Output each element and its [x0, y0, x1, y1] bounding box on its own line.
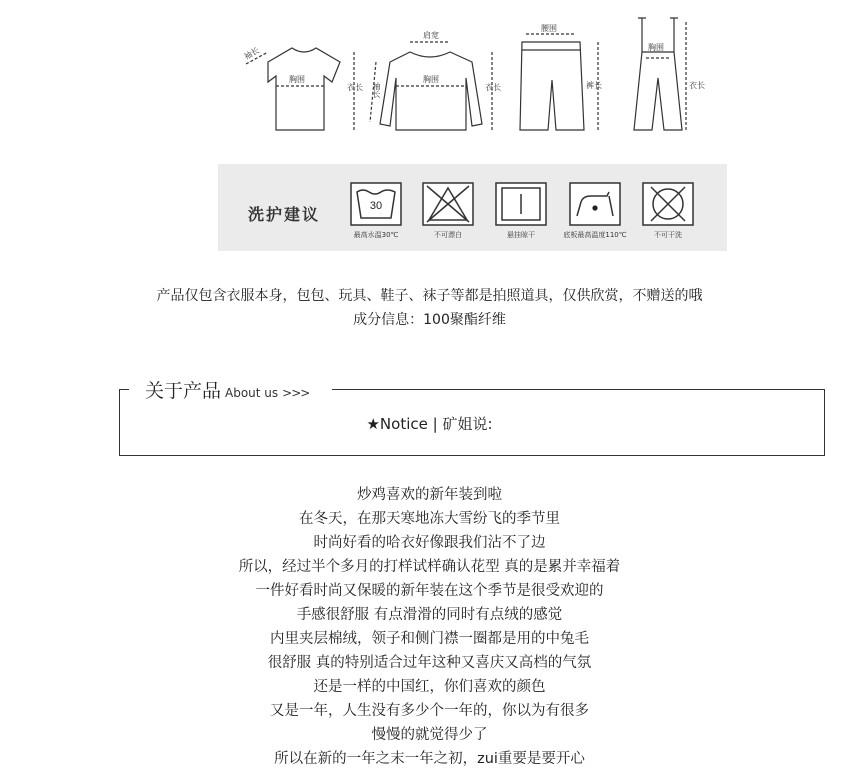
- care-label-dryclean: 不可干洗: [654, 231, 682, 239]
- story-line: 所以，经过半个多月的打样试样确认花型 真的是累并幸福着: [238, 559, 621, 575]
- about-arrows: >>>: [282, 386, 310, 400]
- story-line: 时尚好看的哈衣好像跟我们沾不了边: [313, 535, 546, 551]
- care-label-bleach: 不可漂白: [434, 231, 462, 239]
- care-item-dryclean: [636, 182, 700, 240]
- notice-line: ★Notice | 矿姐说:: [366, 415, 493, 433]
- care-item-wash: [344, 182, 408, 240]
- no-dry-clean-icon: [642, 182, 694, 226]
- sweater-length-label: 衣长: [485, 83, 501, 92]
- story-line: 炒鸡喜欢的新年装到啦: [357, 487, 502, 503]
- wash-temp-text: 30: [369, 200, 383, 212]
- overalls-chest-label: 胸围: [648, 43, 664, 52]
- iron-110-icon: [569, 182, 621, 226]
- about-divider-right: [332, 389, 825, 390]
- overalls-length-label: 衣长: [689, 81, 705, 90]
- story-line: 还是一样的中国红，你们喜欢的颜色: [313, 679, 546, 695]
- about-heading: [145, 376, 309, 403]
- about-divider-left: [119, 389, 129, 390]
- tshirt-chest-label: 胸围: [289, 75, 305, 84]
- sweater-sleeve-label: 袖长: [372, 82, 381, 98]
- pants-length-label: 裤长: [586, 81, 602, 90]
- story-line: 内里夹层棉绒，领子和侧门襟一圈都是用的中兔毛: [270, 631, 589, 647]
- care-item-bleach: [416, 182, 480, 240]
- story-line: 很舒服 真的特别适合过年这种又喜庆又高档的气氛: [267, 655, 592, 671]
- story-line: 又是一年，人生没有多少个一年的，你以为有很多: [270, 703, 589, 719]
- tshirt-length-label: 衣长: [347, 83, 363, 92]
- wash-30-icon: [350, 182, 402, 226]
- sweater-chest-label: 胸围: [423, 75, 439, 84]
- size-diagrams: [230, 12, 730, 142]
- care-item-iron: [563, 182, 627, 240]
- about-subtitle: About us: [225, 386, 279, 400]
- no-bleach-icon: [422, 182, 474, 226]
- story-line: 一件好看时尚又保暖的新年装在这个季节是很受欢迎的: [255, 583, 604, 599]
- care-label-wash: 最高水温30℃: [353, 231, 399, 239]
- story-line: 手感很舒服 有点滑滑的同时有点绒的感觉: [296, 607, 563, 623]
- product-disclaimer: 产品仅包含衣服本身，包包、玩具、鞋子、袜子等都是拍照道具，仅供欣赏，不赠送的哦: [156, 288, 703, 304]
- care-label-dry: 悬挂晾干: [507, 231, 535, 239]
- care-instructions: [218, 164, 727, 251]
- garment-outlines: [230, 12, 730, 142]
- tshirt-sleeve-label: 袖长: [242, 45, 261, 62]
- care-item-dry: [489, 182, 553, 240]
- composition-info: 成分信息：100聚酯纤维: [353, 312, 506, 328]
- story-line: 慢慢的就觉得少了: [371, 727, 488, 743]
- about-title: 关于产品: [145, 380, 222, 402]
- story-text: [0, 483, 859, 771]
- story-line: 所以在新的一年之末一年之初，zui重要是要开心: [274, 751, 585, 767]
- hang-dry-icon: [495, 182, 547, 226]
- pants-waist-label: 腰围: [541, 24, 557, 33]
- care-label-iron: 底板最高温度110℃: [563, 231, 627, 239]
- story-line: 在冬天，在那天寒地冻大雪纷飞的季节里: [299, 511, 560, 527]
- care-title: 洗护建议: [248, 205, 321, 224]
- sweater-shoulder-label: 肩宽: [423, 31, 439, 40]
